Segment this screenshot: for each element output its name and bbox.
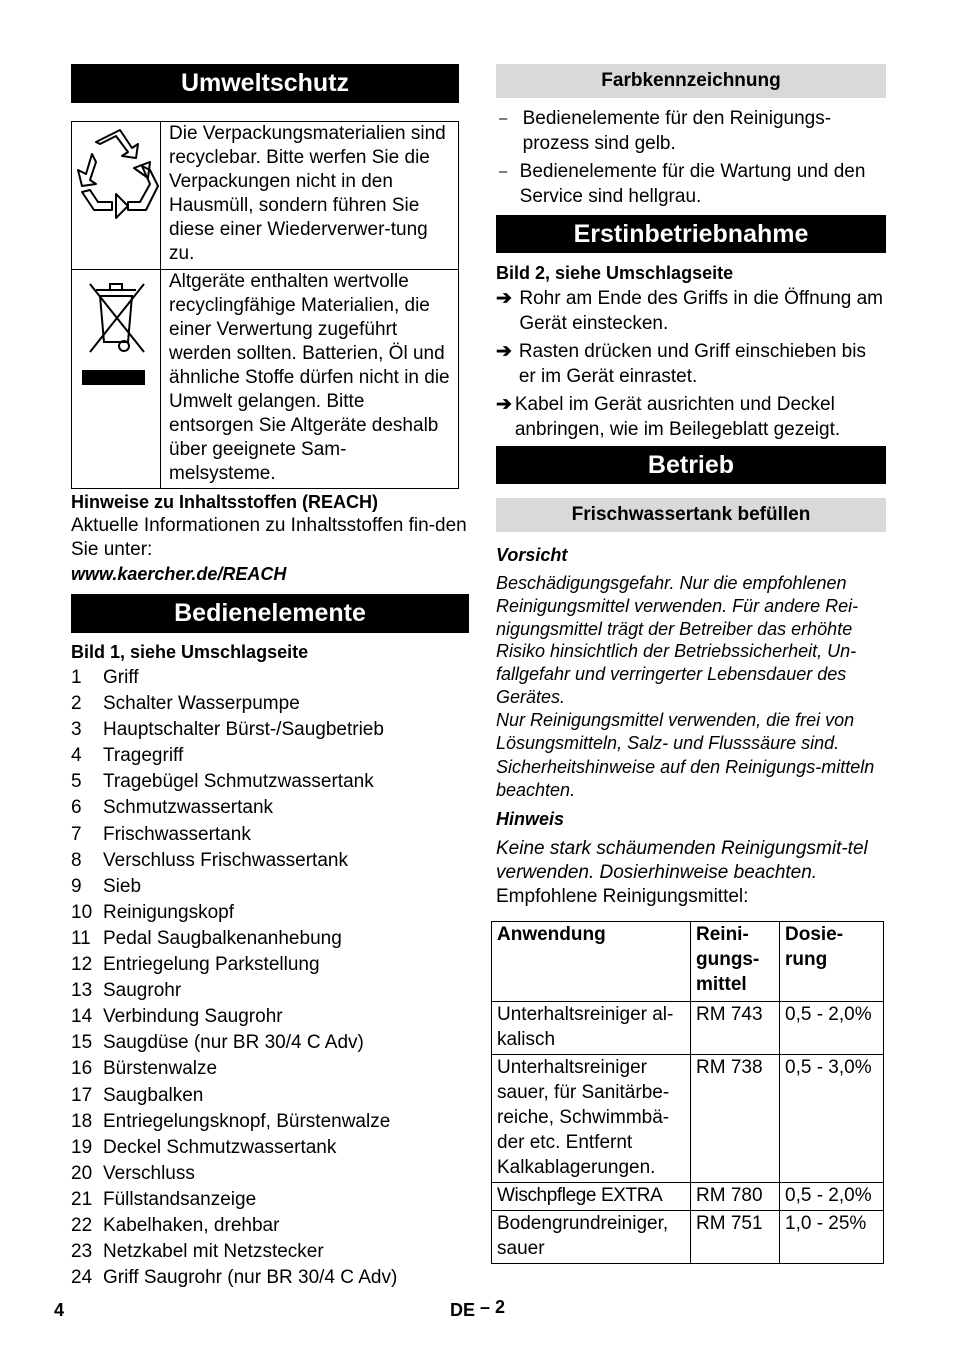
section-heading-frischwassertank: Frischwassertank befüllen (496, 498, 886, 532)
step-item (496, 392, 886, 442)
table-cell: RM 780 (691, 1182, 780, 1210)
list-item (71, 1004, 469, 1030)
list-item-label: Tragebügel Schmutzwassertank (103, 771, 374, 793)
list-item-label: Verbindung Saugrohr (103, 1006, 283, 1028)
environment-row (72, 122, 459, 270)
list-item (71, 717, 469, 743)
list-item (71, 1056, 469, 1082)
list-item-number: 21 (71, 1188, 93, 1210)
recycling-icon (72, 122, 160, 242)
caution-label: Vorsicht (496, 545, 568, 565)
list-item-number: 17 (71, 1084, 93, 1106)
environment-row (72, 270, 459, 489)
page-footer (450, 1297, 505, 1318)
figure-reference: Bild 2, siehe Umschlagseite (496, 263, 734, 283)
table-row (492, 1182, 884, 1210)
step-text: Kabel im Gerät ausrichten und Deckel anbringen, wie im Beilegeblatt gezeigt. (514, 394, 841, 440)
list-item-number: 3 (71, 719, 82, 741)
step-text: Rohr am Ende des Griffs in die Öffnung am Gerät einstecken. (519, 288, 884, 334)
arrow-icon: ➔ (496, 341, 512, 362)
recycling-icon-cell (72, 122, 161, 270)
table-row (492, 1054, 884, 1182)
color-coding-list (496, 106, 886, 209)
list-item (71, 1239, 469, 1265)
list-item-number: 4 (71, 745, 82, 767)
list-item-label: Saugdüse (nur BR 30/4 C Adv) (103, 1032, 364, 1054)
caution-text-2: Nur Reinigungsmittel verwenden, die frei von Lösungsmitteln, Salz- und Flusssäure sind. Sicherheitshinweise auf den Reinigungs-mitteln beachten. (496, 709, 875, 801)
list-item-label: Saugrohr (103, 980, 182, 1002)
table-cell: RM 751 (691, 1210, 780, 1263)
figure-reference: Bild 1, siehe Umschlagseite (71, 642, 309, 662)
list-item: – Bedienelemente für den Reinigungs-prozess sind gelb. (496, 106, 886, 156)
list-item-label: Verschluss (103, 1162, 195, 1184)
arrow-icon: ➔ (496, 394, 512, 415)
note-text: Keine stark schäumenden Reinigungsmit-tel verwenden. Dosierhinweise beachten. (496, 837, 868, 883)
list-item-number: 15 (71, 1032, 93, 1054)
setup-steps (496, 286, 886, 442)
list-item: – Bedienelemente für die Wartung und den Service sind hellgrau. (496, 159, 886, 209)
list-item-label: Verschluss Frischwassertank (103, 849, 348, 871)
reach-url[interactable]: www.kaercher.de/REACH (71, 564, 287, 584)
list-item-label: Tragegriff (103, 745, 184, 767)
list-item-label: Frischwassertank (103, 823, 251, 845)
table-cell: RM 743 (691, 1001, 780, 1054)
column-header: Anwendung (492, 921, 691, 1001)
list-item-label: Reinigungskopf (103, 901, 234, 923)
list-item-label: Pedal Saugbalkenanhebung (103, 927, 342, 949)
table-cell: 0,5 - 2,0% (780, 1182, 884, 1210)
step-item (496, 339, 886, 389)
list-item-number: 14 (71, 1006, 93, 1028)
caution-text: Beschädigungsgefahr. Nur die empfohlenen Reinigungsmittel verwenden. Für andere Rei-nigungsmittel trägt der Betreiber das erhöhte Risiko hinsichtlich der Betriebssicherheit, Un-fallgefahr und verringerter Lebensdauer des Gerätes. (496, 573, 859, 707)
list-item (71, 665, 469, 691)
list-item-number: 23 (71, 1241, 93, 1263)
arrow-icon: ➔ (496, 288, 512, 309)
note-label: Hinweis (496, 808, 565, 829)
list-item (71, 926, 469, 952)
page-number: 4 (54, 1300, 65, 1320)
list-item-label: Bürstenwalze (103, 1058, 218, 1080)
list-item-label: Schmutzwassertank (103, 797, 274, 819)
list-item-number: 22 (71, 1214, 93, 1236)
list-item (71, 978, 469, 1004)
section-heading-umweltschutz: Umweltschutz (71, 64, 459, 103)
list-item-number: 18 (71, 1110, 93, 1132)
environment-text: Altgeräte enthalten wertvolle recyclingfähige Materialien, die einer Verwertung zugeführt werden sollten. Batterien, Öl und ähnliche Stoffe dürfen nicht in die Umwelt gelangen. Bitte entsorgen Sie Altgeräte deshalb über geeignete Sam-melsysteme. (161, 270, 459, 489)
language-code: DE (450, 1300, 476, 1320)
list-item-label: Füllstandsanzeige (103, 1188, 257, 1210)
section-heading-erstinbetriebnahme: Erstinbetriebnahme (496, 215, 886, 253)
list-item (71, 1083, 469, 1109)
table-cell: Unterhaltsreiniger sauer, für Sanitärbe-reiche, Schwimmbä-der etc. Entfernt Kalkablagerungen. (492, 1054, 691, 1182)
list-item-number: 24 (71, 1267, 93, 1289)
list-item-number: 13 (71, 980, 93, 1002)
list-item-number: 20 (71, 1162, 93, 1184)
list-item-text: Bedienelemente für den Reinigungs-prozess sind gelb. (522, 108, 832, 154)
list-item (71, 874, 469, 900)
list-item (71, 1187, 469, 1213)
list-item-text: Bedienelemente für die Wartung und den Service sind hellgrau. (519, 161, 866, 207)
list-item (71, 691, 469, 717)
list-item-label: Griff Saugrohr (nur BR 30/4 C Adv) (103, 1267, 398, 1289)
list-item (71, 1213, 469, 1239)
section-heading-betrieb: Betrieb (496, 446, 886, 484)
reach-text: Aktuelle Informationen zu Inhaltsstoffen fin-den Sie unter: (71, 515, 467, 560)
list-item (71, 1161, 469, 1187)
list-item-label: Hauptschalter Bürst-/Saugbetrieb (103, 719, 384, 741)
list-item (71, 743, 469, 769)
step-text: Rasten drücken und Griff einschieben bis er im Gerät einrastet. (518, 341, 866, 387)
weee-icon-cell (72, 270, 161, 489)
list-item-number: 2 (71, 693, 82, 715)
table-cell: Unterhaltsreiniger al-kalisch (492, 1001, 691, 1054)
list-item (71, 848, 469, 874)
step-item (496, 286, 886, 336)
list-item-number: 12 (71, 954, 93, 976)
table-cell: Wischpflege EXTRA (492, 1182, 691, 1210)
controls-list (71, 665, 469, 1291)
list-item (71, 1135, 469, 1161)
list-item-label: Griff (103, 667, 139, 688)
section-heading-farbkennzeichnung: Farbkennzeichnung (496, 64, 886, 98)
table-cell: 0,5 - 2,0% (780, 1001, 884, 1054)
list-item (71, 769, 469, 795)
list-item-number: 10 (71, 901, 93, 923)
crossed-out-wheelie-bin-icon (72, 270, 160, 390)
list-item (71, 795, 469, 821)
list-item-number: 6 (71, 797, 82, 819)
list-item-number: 8 (71, 849, 82, 871)
list-item-number: 1 (71, 667, 82, 688)
list-item (71, 952, 469, 978)
list-item (71, 822, 469, 848)
list-item-number: 16 (71, 1058, 93, 1080)
cleaning-agents-table (491, 921, 884, 1264)
table-cell: RM 738 (691, 1054, 780, 1182)
list-item-number: 7 (71, 823, 82, 845)
list-item-label: Entriegelungsknopf, Bürstenwalze (103, 1110, 391, 1132)
table-row (492, 1001, 884, 1054)
environment-text: Die Verpackungsmaterialien sind recyclebar. Bitte werfen Sie die Verpackungen nicht in den Hausmüll, sondern führen Sie diese einer Wiederverwer-tung zu. (161, 122, 459, 270)
table-cell: Bodengrundreiniger, sauer (492, 1210, 691, 1263)
table-cell: 1,0 - 25% (780, 1210, 884, 1263)
list-item-label: Netzkabel mit Netzstecker (103, 1241, 324, 1263)
column-header: Dosie-rung (780, 921, 884, 1001)
recommended-label: Empfohlene Reinigungsmittel: (496, 885, 749, 907)
list-item (71, 1109, 469, 1135)
list-item-label: Saugbalken (103, 1084, 204, 1106)
list-item-number: 11 (71, 927, 91, 949)
right-column (496, 64, 886, 1264)
section-heading-bedienelemente: Bedienelemente (71, 594, 469, 633)
list-item-label: Sieb (103, 875, 142, 897)
environment-table (71, 121, 459, 489)
list-item (71, 1265, 469, 1291)
list-item (71, 1030, 469, 1056)
reach-heading: Hinweise zu Inhaltsstoffen (REACH) (71, 492, 379, 512)
table-row (492, 1210, 884, 1263)
table-header-row (492, 921, 884, 1001)
page-number-right: – 2 (480, 1297, 506, 1317)
table-cell: 0,5 - 3,0% (780, 1054, 884, 1182)
list-item-number: 5 (71, 771, 82, 793)
list-item-label: Entriegelung Parkstellung (103, 954, 320, 976)
left-column (71, 64, 469, 1291)
list-item-label: Kabelhaken, drehbar (103, 1214, 280, 1236)
column-header: Reini-gungs-mittel (691, 921, 780, 1001)
list-item-number: 9 (71, 875, 82, 897)
list-item (71, 900, 469, 926)
list-item-label: Deckel Schmutzwassertank (103, 1136, 337, 1158)
list-item-number: 19 (71, 1136, 93, 1158)
list-item-label: Schalter Wasserpumpe (103, 693, 300, 715)
